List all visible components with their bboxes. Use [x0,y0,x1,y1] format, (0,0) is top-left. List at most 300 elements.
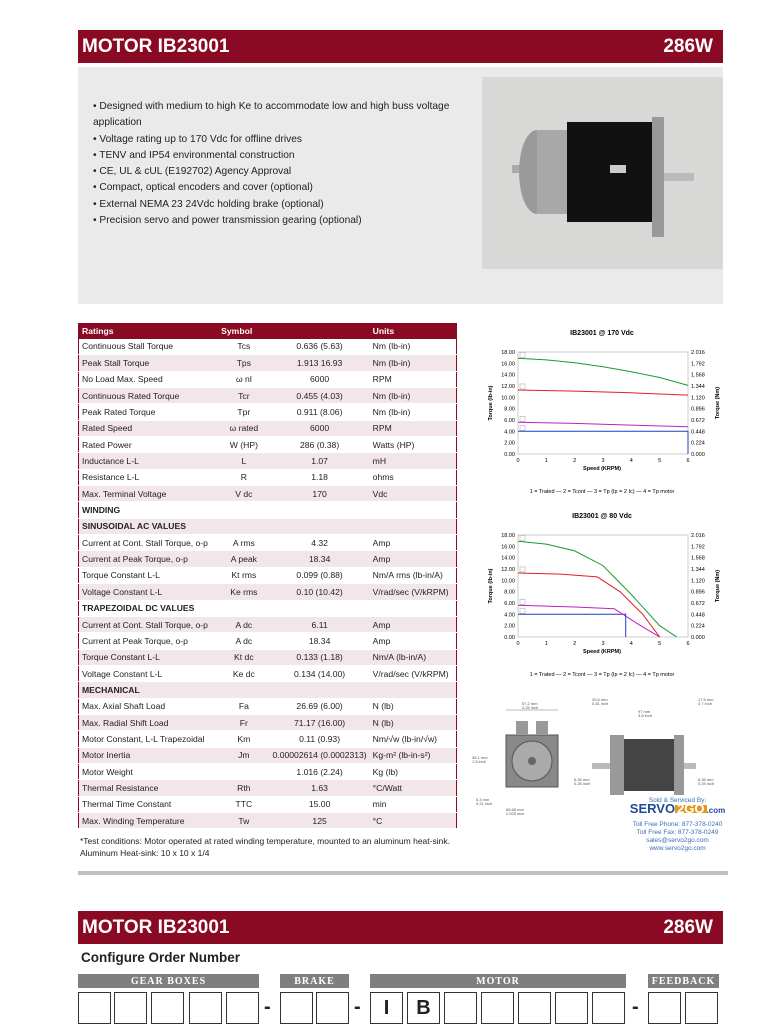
units-cell: RPM [370,420,457,436]
table-row [79,567,457,583]
dim-text: 5.3 mm [476,797,490,802]
symbol-cell [218,682,269,698]
motor-photo [482,77,723,269]
y2-axis-label: Torque (Nm) [715,386,721,420]
series-marker-1 [520,425,525,430]
fax-text: Toll Free Fax: 877-378-0249 [636,829,719,836]
symbol-cell: Fr [218,714,269,730]
units-cell: Amp [370,633,457,649]
dim-text: 0.25 inch [698,781,715,786]
rating-cell: Peak Rated Torque [79,404,219,420]
col-value [270,324,370,339]
col-ratings: Ratings [79,324,219,339]
dim-text: 0.81 inch [592,701,609,706]
dim-text: 97 mm [638,709,651,714]
motor-label: MOTOR [370,974,626,988]
units-cell: Vdc [370,486,457,502]
table-row [79,682,457,698]
value-cell [270,682,370,698]
rating-cell: Torque Constant L-L [79,567,219,583]
separator-dash: - [354,996,361,1018]
x-axis-label: Speed (KRPM) [583,466,621,472]
rating-cell: No Load Max. Speed [79,371,219,387]
symbol-cell: A dc [218,633,269,649]
value-cell: 0.134 (14.00) [270,665,370,681]
x-tick-label: 5 [658,458,662,464]
table-row [79,584,457,600]
x-tick-label: 4 [629,458,633,464]
table-row [79,649,457,665]
units-cell: Nm/√w (lb-in/√w) [370,731,457,747]
units-cell: Nm/A (lb-in/A) [370,649,457,665]
value-cell: 4.32 [270,535,370,551]
feature-item: • CE, UL & cUL (E192702) Agency Approval [93,164,468,180]
chart-title: IB23001 @ 80 Vdc [572,513,632,520]
plot-area [518,535,688,637]
value-cell: 1.63 [270,780,370,796]
value-cell: 0.11 (0.93) [270,731,370,747]
brake-code-box[interactable] [280,992,313,1024]
y2-tick-label: 0.672 [691,601,705,607]
x-axis-label: Speed (KRPM) [583,649,621,655]
motor-code-box[interactable] [555,992,588,1024]
y-tick-label: 14.00 [501,372,515,379]
feature-item: • Voltage rating up to 170 Vdc for offline drives [93,132,468,148]
value-cell: 0.636 (5.63) [270,339,370,355]
y2-tick-label: 1.568 [691,372,705,379]
symbol-cell: ω nl [218,371,269,387]
series-marker-2 [520,416,525,421]
symbol-cell: R [218,469,269,485]
symbol-cell: Fa [218,698,269,714]
y-tick-label: 2.00 [504,440,515,447]
rating-cell: WINDING [79,502,219,518]
y-tick-label: 6.00 [504,418,515,424]
units-cell [370,600,457,616]
y-tick-label: 8.00 [504,406,515,413]
units-cell: Amp [370,535,457,551]
symbol-cell [218,763,269,779]
value-cell: 1.016 (2.24) [270,763,370,779]
symbol-cell: Kt rms [218,567,269,583]
symbol-cell: Ke rms [218,584,269,600]
value-cell: 0.911 (8.06) [270,404,370,420]
table-row [79,404,457,420]
dim-text: 2.625 inch [506,811,525,816]
distributor-contact [610,797,745,853]
value-cell: 15.00 [270,796,370,812]
symbol-cell: Tcs [218,339,269,355]
y2-tick-label: 0.000 [691,452,705,458]
units-cell: Watts (HP) [370,437,457,453]
x-tick-label: 6 [686,641,690,647]
y-tick-label: 4.00 [504,612,515,619]
motor-code-box[interactable] [592,992,625,1024]
value-cell: 170 [270,486,370,502]
table-row [79,453,457,469]
rating-cell: Max. Winding Temperature [79,812,219,828]
units-cell [370,518,457,534]
table-row [79,763,457,779]
dim-text: 3.8 inch [638,713,653,718]
table-row [79,551,457,567]
dim-text: 1.5 inch [472,759,487,764]
rating-cell: Max. Terminal Voltage [79,486,219,502]
rating-cell: Motor Constant, L-L Trapezoidal [79,731,219,747]
table-row [79,502,457,518]
specs-body [79,339,457,829]
rating-cell: Current at Peak Torque, o-p [79,633,219,649]
dim-text: 0.25 inch [574,781,591,786]
value-cell: 18.34 [270,551,370,567]
symbol-cell: L [218,453,269,469]
table-row [79,698,457,714]
units-cell: °C [370,812,457,828]
rating-cell: Resistance L-L [79,469,219,485]
value-cell: 286 (0.38) [270,437,370,453]
value-cell: 71.17 (16.00) [270,714,370,730]
sold-by-text: Sold & Serviced By: [648,797,707,804]
section-divider [78,871,728,875]
table-row [79,780,457,796]
y2-tick-label: 1.344 [691,384,705,390]
rating-cell: Current at Peak Torque, o-p [79,551,219,567]
motor-title: MOTOR IB23001 [82,916,230,938]
table-row [79,812,457,828]
units-cell: °C/Watt [370,780,457,796]
units-cell: Nm (lb-in) [370,404,457,420]
dim-text: 20.6 mm [592,697,608,702]
symbol-cell: A dc [218,616,269,632]
y2-tick-label: 0.224 [691,440,705,447]
feature-item: • Precision servo and power transmission gearing (optional) [93,213,468,229]
value-cell: 6000 [270,420,370,436]
y2-tick-label: 1.568 [691,555,705,562]
x-tick-label: 0 [516,458,520,464]
rating-cell: Current at Cont. Stall Torque, o-p [79,535,219,551]
motor-power: 286W [663,916,713,938]
y2-tick-label: 0.224 [691,623,705,630]
y2-tick-label: 0.448 [691,429,705,436]
brake-label: BRAKE [280,974,349,988]
x-tick-label: 1 [544,641,548,647]
y-tick-label: 14.00 [501,555,515,562]
symbol-cell: Km [218,731,269,747]
units-cell: Amp [370,551,457,567]
y2-tick-label: 1.792 [691,544,705,551]
rating-cell: Thermal Time Constant [79,796,219,812]
value-cell: 0.00002614 (0.0002313) [270,747,370,763]
y2-tick-label: 0.000 [691,635,705,641]
table-header-row [79,324,457,339]
symbol-cell: V dc [218,486,269,502]
table-row [79,600,457,616]
value-cell: 0.133 (1.18) [270,649,370,665]
value-cell: 1.18 [270,469,370,485]
table-row [79,665,457,681]
y-tick-label: 12.00 [501,384,515,390]
units-cell: Nm (lb-in) [370,339,457,355]
symbol-cell: Tw [218,812,269,828]
y-tick-label: 18.00 [501,533,515,539]
separator-dash: - [632,996,639,1018]
units-cell: Nm (lb-in) [370,355,457,371]
series-marker-1 [520,608,525,613]
symbol-cell: W (HP) [218,437,269,453]
series-line-3 [518,390,688,395]
rating-cell: Voltage Constant L-L [79,665,219,681]
gearbox-code-box[interactable] [78,992,111,1024]
dim-text: 0.21 inch [476,801,493,806]
table-row [79,616,457,632]
value-cell: 1.07 [270,453,370,469]
y2-tick-label: 1.344 [691,567,705,573]
motor-code-box[interactable] [481,992,514,1024]
value-cell: 0.455 (4.03) [270,388,370,404]
y-tick-label: 12.00 [501,567,515,573]
symbol-cell: A peak [218,551,269,567]
y-tick-label: 0.00 [504,452,515,458]
symbol-cell: A rms [218,535,269,551]
email-link[interactable]: sales@servo2go.com [646,837,709,844]
value-cell: 6.11 [270,616,370,632]
symbol-cell: Rth [218,780,269,796]
header-bar-bottom [78,911,723,944]
table-row [79,633,457,649]
rating-cell: Motor Inertia [79,747,219,763]
specs-table [78,323,457,829]
units-cell: V/rad/sec (V/kRPM) [370,584,457,600]
header-bar [78,30,723,63]
dim-text: 0.7 inch [698,701,713,706]
value-cell: 125 [270,812,370,828]
series-line-3 [518,573,660,637]
units-cell: Amp [370,616,457,632]
gear-boxes-label: GEAR BOXES [78,974,259,988]
y-tick-label: 10.00 [501,578,515,585]
gearbox-code-box[interactable] [151,992,184,1024]
value-cell [270,518,370,534]
table-row [79,371,457,387]
table-row [79,486,457,502]
value-cell: 0.099 (0.88) [270,567,370,583]
torque-speed-chart-170v [480,323,725,498]
table-row [79,469,457,485]
y2-tick-label: 0.896 [691,589,705,596]
website-link[interactable]: www.servo2go.com [649,845,706,852]
feedback-code-box[interactable] [648,992,681,1024]
units-cell: N (lb) [370,698,457,714]
y-tick-label: 8.00 [504,589,515,596]
table-row [79,796,457,812]
col-symbol: Symbol [218,324,269,339]
rating-cell: Thermal Resistance [79,780,219,796]
x-tick-label: 4 [629,641,633,647]
rating-cell: TRAPEZOIDAL DC VALUES [79,600,219,616]
motor-code-box[interactable]: I [370,992,403,1024]
rating-cell: Torque Constant L-L [79,649,219,665]
separator-dash: - [264,996,271,1018]
table-row [79,339,457,355]
intro-panel [78,67,723,304]
series-line-1 [518,614,626,637]
units-cell: Nm/A rms (lb-in/A) [370,567,457,583]
x-tick-label: 0 [516,641,520,647]
symbol-cell: ω rated [218,420,269,436]
motor-code-box[interactable]: B [407,992,440,1024]
test-conditions-note: *Test conditions: Motor operated at rated winding temperature, mounted to an aluminum heat-sink. Aluminum Heat-sink: 10 x 10 x 1/4 [80,836,450,858]
rating-cell: Motor Weight [79,763,219,779]
value-cell: 6000 [270,371,370,387]
units-cell: Nm (lb-in) [370,388,457,404]
symbol-cell: Tpr [218,404,269,420]
value-cell: 26.69 (6.00) [270,698,370,714]
series-line-2 [518,422,688,427]
plot-area [518,352,688,454]
motor-title: MOTOR IB23001 [82,35,230,57]
units-cell: ohms [370,469,457,485]
dim-text: 38.1 mm [472,755,488,760]
symbol-cell: Kt dc [218,649,269,665]
units-cell: N (lb) [370,714,457,730]
value-cell [270,600,370,616]
chart-legend: 1 = Trated — 2 = Tcont — 3 = Tp (Ip = 2 Ic) — 4 = Tp motor [529,489,675,495]
symbol-cell: TTC [218,796,269,812]
brake-code-box[interactable] [316,992,349,1024]
table-row [79,355,457,371]
table-row [79,420,457,436]
value-cell: 1.913 16.93 [270,355,370,371]
table-row [79,714,457,730]
units-cell: Kg (lb) [370,763,457,779]
rating-cell: Continuous Stall Torque [79,339,219,355]
dim-text: 17.6 mm [698,697,714,702]
symbol-cell [218,600,269,616]
symbol-cell: Ke dc [218,665,269,681]
x-tick-label: 6 [686,458,690,464]
y2-tick-label: 0.896 [691,406,705,413]
dim-text: 6.35 mm [698,777,714,782]
chart-legend: 1 = Trated — 2 = Tcont — 3 = Tp (Ip = 2 Ic) — 4 = Tp motor [529,672,675,678]
x-tick-label: 3 [601,641,605,647]
y2-tick-label: 2.016 [691,533,705,539]
rating-cell: Max. Radial Shift Load [79,714,219,730]
units-cell [370,502,457,518]
dim-text: 66.68 mm [506,807,524,812]
series-marker-4 [520,535,525,540]
units-cell: mH [370,453,457,469]
y-axis-label: Torque (lb-in) [488,568,494,604]
y-tick-label: 18.00 [501,350,515,356]
rating-cell: Continuous Rated Torque [79,388,219,404]
units-cell: Kg-m² (lb-in-s²) [370,747,457,763]
y-tick-label: 2.00 [504,623,515,630]
table-row [79,747,457,763]
x-tick-label: 2 [573,641,577,647]
y2-tick-label: 0.448 [691,612,705,619]
units-cell: V/rad/sec (V/kRPM) [370,665,457,681]
x-tick-label: 2 [573,458,577,464]
feedback-label: FEEDBACK [648,974,719,988]
y2-axis-label: Torque (Nm) [715,569,721,603]
y2-tick-label: 1.120 [691,395,705,402]
feature-list [93,99,468,229]
rating-cell: Current at Cont. Stall Torque, o-p [79,616,219,632]
y-tick-label: 10.00 [501,395,515,402]
gearbox-code-box[interactable] [114,992,147,1024]
gearbox-code-box[interactable] [226,992,259,1024]
rating-cell: SINUSOIDAL AC VALUES [79,518,219,534]
dim-text: 2.25 inch [522,705,539,710]
table-row [79,518,457,534]
x-tick-label: 3 [601,458,605,464]
feature-item: • Designed with medium to high Ke to accommodate low and high buss voltage application [93,99,468,132]
value-cell: 0.10 (10.42) [270,584,370,600]
y-axis-label: Torque (lb-in) [488,385,494,421]
symbol-cell: Tps [218,355,269,371]
units-cell [370,682,457,698]
y2-tick-label: 0.672 [691,418,705,424]
table-row [79,535,457,551]
motor-power: 286W [663,35,713,57]
x-tick-label: 1 [544,458,548,464]
y2-tick-label: 2.016 [691,350,705,356]
rating-cell: MECHANICAL [79,682,219,698]
table-row [79,388,457,404]
series-line-1 [518,431,688,454]
units-cell: min [370,796,457,812]
y2-tick-label: 1.792 [691,361,705,368]
rating-cell: Rated Speed [79,420,219,436]
series-line-4 [518,358,688,385]
symbol-cell: Tcr [218,388,269,404]
feature-item: • TENV and IP54 environmental construction [93,148,468,164]
dim-text: 6.35 mm [574,777,590,782]
y-tick-label: 16.00 [501,544,515,551]
feature-item: • External NEMA 23 24Vdc holding brake (optional) [93,197,468,213]
series-line-4 [518,541,677,637]
rating-cell: Inductance L-L [79,453,219,469]
series-marker-4 [520,352,525,357]
series-marker-2 [520,599,525,604]
symbol-cell: Jm [218,747,269,763]
motor-code-box[interactable] [518,992,551,1024]
y-tick-label: 16.00 [501,361,515,368]
gearbox-code-box[interactable] [189,992,222,1024]
rating-cell: Peak Stall Torque [79,355,219,371]
chart-title: IB23001 @ 170 Vdc [570,330,634,337]
series-marker-3 [520,567,525,572]
value-cell [270,502,370,518]
col-units: Units [370,324,457,339]
configure-order-title: Configure Order Number [81,950,241,965]
motor-code-box[interactable] [444,992,477,1024]
y-tick-label: 6.00 [504,601,515,607]
value-cell: 18.34 [270,633,370,649]
series-marker-3 [520,384,525,389]
feedback-code-box[interactable] [685,992,718,1024]
x-tick-label: 5 [658,641,662,647]
feature-item: • Compact, optical encoders and cover (optional) [93,180,468,196]
symbol-cell [218,502,269,518]
rating-cell: Voltage Constant L-L [79,584,219,600]
table-row [79,731,457,747]
y-tick-label: 0.00 [504,635,515,641]
y2-tick-label: 1.120 [691,578,705,585]
y-tick-label: 4.00 [504,429,515,436]
rating-cell: Max. Axial Shaft Load [79,698,219,714]
dim-text: 57.2 mm [522,701,538,706]
